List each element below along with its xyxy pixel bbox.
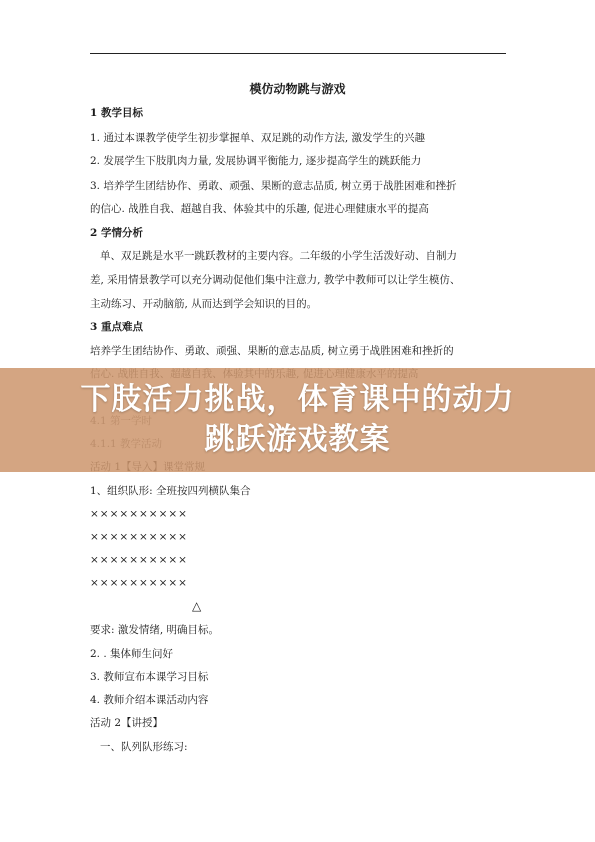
step-4-content: 4. 教师介绍本课活动内容 — [90, 694, 209, 706]
step-3-objectives: 3. 教师宣布本课学习目标 — [90, 671, 209, 683]
formation-instruction: 1、组织队形: 全班按四列横队集合 — [90, 485, 251, 497]
objective-3-cont: 的信心. 战胜自我、超越自我、体验其中的乐趣, 促进心理健康水平的提高 — [90, 203, 429, 215]
formation-row-1: ×××××××××× — [90, 508, 188, 520]
section-heading-analysis: 2 学情分析 — [90, 227, 143, 239]
key-points-paragraph-1: 培养学生团结协作、勇敢、顽强、果断的意志品质, 树立勇于战胜困难和挫折的 — [90, 345, 454, 357]
objective-2: 2. 发展学生下肢肌肉力量, 发展协调平衡能力, 逐步提高学生的跳跃能力 — [90, 155, 422, 167]
section-heading-objectives: 1 教学目标 — [90, 107, 143, 119]
teacher-position-marker: △ — [192, 599, 202, 613]
title-banner — [0, 368, 595, 472]
header-rule — [90, 53, 506, 54]
analysis-paragraph-2: 差, 采用情景教学可以充分调动促他们集中注意力, 教学中教师可以让学生模仿、 — [90, 274, 461, 286]
drill-heading: 一、队列队形练习: — [100, 741, 188, 753]
analysis-paragraph-1: 单、双足跳是水平一跳跃教材的主要内容。二年级的小学生活泼好动、自制力 — [100, 250, 457, 262]
activity-2-heading: 活动 2【讲授】 — [90, 717, 164, 729]
requirement-line: 要求: 激发情绪, 明确目标。 — [90, 624, 220, 636]
step-2-greeting: 2. . 集体师生问好 — [90, 648, 174, 660]
formation-row-2: ×××××××××× — [90, 531, 188, 543]
analysis-paragraph-3: 主动练习、开动脑筋, 从而达到学会知识的目的。 — [90, 298, 318, 310]
formation-row-3: ×××××××××× — [90, 554, 188, 566]
section-heading-key-points: 3 重点难点 — [90, 321, 143, 333]
banner-title-line-2: 跳跃游戏教案 — [204, 422, 391, 457]
document-title: 模仿动物跳与游戏 — [249, 82, 346, 96]
banner-title-line-1: 下肢活力挑战，体育课中的动力 — [80, 382, 515, 417]
objective-3: 3. 培养学生团结协作、勇敢、顽强、果断的意志品质, 树立勇于战胜困难和挫折 — [90, 180, 457, 192]
objective-1: 1. 通过本课教学使学生初步掌握单、双足跳的动作方法, 激发学生的兴趣 — [90, 132, 426, 144]
formation-row-4: ×××××××××× — [90, 577, 188, 589]
